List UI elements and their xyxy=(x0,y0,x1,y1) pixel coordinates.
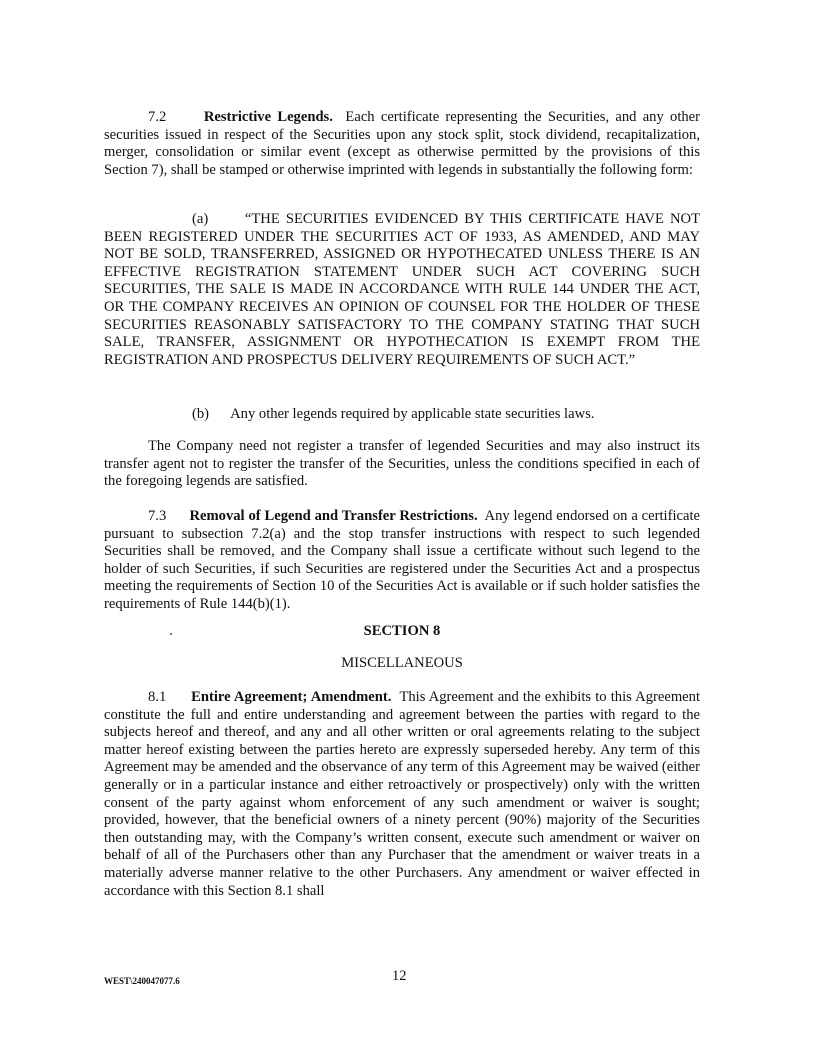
section-7-3-paragraph xyxy=(104,508,700,614)
section-8-1-paragraph xyxy=(104,689,700,900)
section-8-title: SECTION 8 xyxy=(363,623,441,639)
legend-b-text: Any other legends required by applicable state securities laws. xyxy=(230,406,595,422)
section-7-2-number: 7.2 xyxy=(148,109,167,125)
legend-a-label: (a) xyxy=(192,211,209,227)
section-7-2-text: Each certificate representing the Securities, and any other securities issued in respect of the Securities upon any stock split, stock dividend, recapitalization, merger, consolidation or similar event (except as otherwise permitted by the provisions of this Section 7), shall be stamped or otherwise imprinted with legends in substantially the following form: xyxy=(104,109,701,178)
section-7-3-heading: Removal of Legend and Transfer Restrictions. xyxy=(189,508,478,524)
legend-a-text: “THE SECURITIES EVIDENCED BY THIS CERTIFICATE HAVE NOT BEEN REGISTERED UNDER THE SECURITIES ACT OF 1933, AS AMENDED, AND MAY NOT BE SOLD, TRANSFERRED, ASSIGNED OR HYPOTHECATED UNLESS THERE IS AN EFFECTIVE REGISTRATION STATEMENT UNDER SUCH ACT COVERING SUCH SECURITIES, THE SALE IS MADE IN ACCORDANCE WITH RULE 144 UNDER THE ACT, OR THE COMPANY RECEIVES AN OPINION OF COUNSEL FOR THE HOLDER OF THESE SECURITIES REASONABLY SATISFACTORY TO THE COMPANY STATING THAT SUCH SALE, TRANSFER, ASSIGNMENT OR HYPOTHECATION IS EXEMPT FROM THE REGISTRATION AND PROSPECTUS DELIVERY REQUIREMENTS OF SUCH ACT.” xyxy=(104,211,700,368)
section-8-subtitle: MISCELLANEOUS xyxy=(341,655,463,671)
legend-b-label: (b) xyxy=(192,406,210,422)
company-paragraph xyxy=(104,438,700,491)
section-7-2-heading: Restrictive Legends. xyxy=(203,109,333,125)
company-paragraph-text: The Company need not register a transfer of legended Securities and may also instruct its transfer agent not to register the transfer of the Securities, unless the conditions specified in each of the foregoing legends are satisfied. xyxy=(104,438,700,490)
footer-doc-id: WEST\240047077.6 xyxy=(104,976,180,986)
section-8-1-number: 8.1 xyxy=(148,689,167,705)
section-7-3-number: 7.3 xyxy=(148,508,167,524)
footer-page-number: 12 xyxy=(392,968,407,984)
section-7-2-paragraph xyxy=(104,109,700,179)
section-8-1-text: This Agreement and the exhibits to this Agreement constitute the full and entire understanding and agreement between the parties with regard to the subjects hereof and thereof, and any and all other written or oral agreements relating to the subject matter hereof existing between the parties hereto are expressly superseded hereby. Any term of this Agreement may be amended and the observance of any term of this Agreement may be waived (either generally or in a particular instance and either retroactively or prospectively) only with the written consent of the party against whom enforcement of any such amendment or waiver is sought; provided, however, that the beneficial owners of a ninety percent (90%) majority of the Securities then outstanding may, with the Company’s written consent, execute such amendment or waiver on behalf of all of the Purchasers other than any Purchaser that the amendment or waiver treats in a materially adverse manner relative to the other Purchasers. Any amendment or waiver effected in accordance with this Section 8.1 shall xyxy=(104,689,700,899)
section-7-3-text: Any legend endorsed on a certificate pursuant to subsection 7.2(a) and the stop transfer instructions with respect to such legended Securities shall be removed, and the Company shall issue a certificate without such legend to the holder of such Securities, if such Securities are registered under the Securities Act and a prospectus meeting the requirements of Section 10 of the Securities Act is available or if such holder satisfies the requirements of Rule 144(b)(1). xyxy=(104,508,700,612)
legend-a-paragraph xyxy=(104,211,700,369)
legend-b-paragraph xyxy=(104,406,700,424)
section-8-1-heading: Entire Agreement; Amendment. xyxy=(191,689,392,705)
